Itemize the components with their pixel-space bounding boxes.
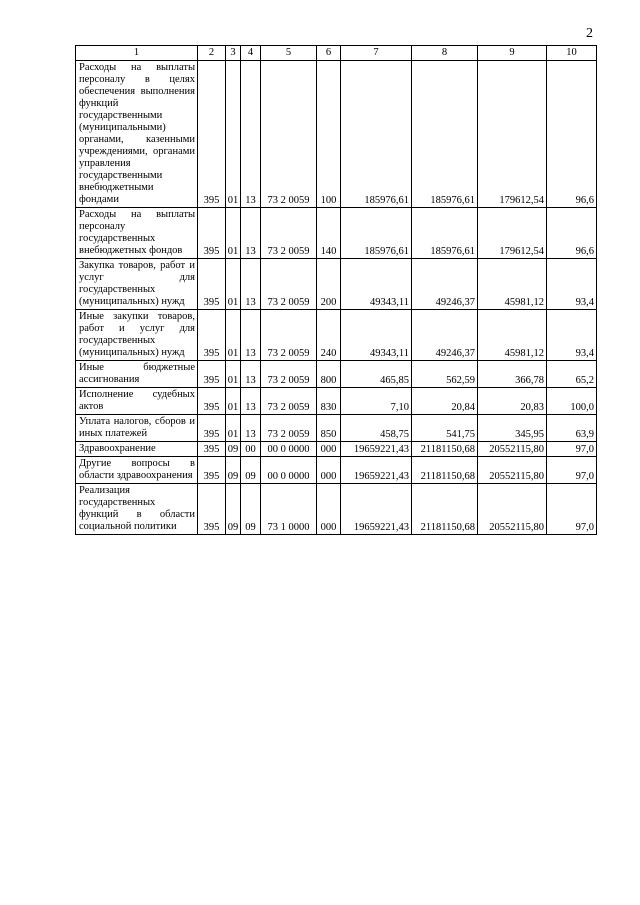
cell-c4: 13: [241, 61, 261, 208]
col-header: 1: [76, 46, 198, 61]
cell-c10: 97,0: [547, 457, 597, 484]
cell-c8: 562,59: [412, 361, 478, 388]
cell-c6: 850: [317, 415, 341, 442]
row-name: Уплата налогов, сборов и иных платежей: [76, 415, 198, 442]
cell-c6: 830: [317, 388, 341, 415]
cell-c8: 21181150,68: [412, 442, 478, 457]
row-name: Иные бюджетные ассигнования: [76, 361, 198, 388]
cell-c3: 09: [226, 457, 241, 484]
cell-c4: 13: [241, 388, 261, 415]
cell-c3: 01: [226, 208, 241, 259]
cell-c8: 20,84: [412, 388, 478, 415]
cell-c3: 01: [226, 259, 241, 310]
cell-c2: 395: [198, 457, 226, 484]
cell-c6: 240: [317, 310, 341, 361]
cell-c4: 00: [241, 442, 261, 457]
col-header: 3: [226, 46, 241, 61]
cell-c10: 93,4: [547, 310, 597, 361]
cell-c7: 458,75: [341, 415, 412, 442]
table-row: [76, 442, 597, 457]
cell-c9: 20,83: [478, 388, 547, 415]
cell-c6: 000: [317, 484, 341, 535]
cell-c3: 01: [226, 361, 241, 388]
cell-c2: 395: [198, 361, 226, 388]
cell-c9: 345,95: [478, 415, 547, 442]
cell-c8: 541,75: [412, 415, 478, 442]
row-name: Реализация государственных функций в области социальной политики: [76, 484, 198, 535]
row-name: Здравоохранение: [76, 442, 198, 457]
cell-c6: 000: [317, 442, 341, 457]
col-header: 6: [317, 46, 341, 61]
cell-c3: 01: [226, 388, 241, 415]
cell-c10: 96,6: [547, 208, 597, 259]
cell-c3: 01: [226, 415, 241, 442]
row-name: Расходы на выплаты персоналу государственных внебюджетных фондов: [76, 208, 198, 259]
cell-c4: 13: [241, 208, 261, 259]
cell-c8: 49246,37: [412, 259, 478, 310]
table-row: [76, 208, 597, 259]
cell-c5: 73 2 0059: [261, 388, 317, 415]
cell-c5: 00 0 0000: [261, 442, 317, 457]
cell-c9: 45981,12: [478, 259, 547, 310]
cell-c8: 185976,61: [412, 61, 478, 208]
cell-c10: 93,4: [547, 259, 597, 310]
cell-c7: 19659221,43: [341, 457, 412, 484]
cell-c3: 01: [226, 310, 241, 361]
row-name: Расходы на выплаты персоналу в целях обеспечения выполнения функций государственными (муниципальными) органами, казенными учреждениями, органами управления государственными внебюджетными фондами: [76, 61, 198, 208]
cell-c10: 97,0: [547, 484, 597, 535]
table-row: [76, 259, 597, 310]
row-name: Исполнение судебных актов: [76, 388, 198, 415]
cell-c6: 140: [317, 208, 341, 259]
row-name: Иные закупки товаров, работ и услуг для государственных (муниципальных) нужд: [76, 310, 198, 361]
cell-c5: 73 2 0059: [261, 361, 317, 388]
table-row: [76, 61, 597, 208]
cell-c3: 01: [226, 61, 241, 208]
cell-c2: 395: [198, 208, 226, 259]
cell-c7: 185976,61: [341, 208, 412, 259]
cell-c7: 49343,11: [341, 259, 412, 310]
cell-c5: 73 2 0059: [261, 208, 317, 259]
cell-c6: 100: [317, 61, 341, 208]
table-row: [76, 484, 597, 535]
cell-c5: 73 1 0000: [261, 484, 317, 535]
budget-table: [75, 45, 597, 535]
cell-c2: 395: [198, 310, 226, 361]
cell-c8: 49246,37: [412, 310, 478, 361]
cell-c4: 13: [241, 259, 261, 310]
cell-c6: 200: [317, 259, 341, 310]
cell-c7: 465,85: [341, 361, 412, 388]
cell-c8: 185976,61: [412, 208, 478, 259]
cell-c9: 20552115,80: [478, 484, 547, 535]
cell-c9: 366,78: [478, 361, 547, 388]
cell-c9: 179612,54: [478, 208, 547, 259]
cell-c10: 96,6: [547, 61, 597, 208]
cell-c2: 395: [198, 61, 226, 208]
cell-c8: 21181150,68: [412, 484, 478, 535]
row-name: Другие вопросы в области здравоохранения: [76, 457, 198, 484]
cell-c2: 395: [198, 388, 226, 415]
table-row: [76, 388, 597, 415]
col-header: 9: [478, 46, 547, 61]
cell-c7: 49343,11: [341, 310, 412, 361]
cell-c7: 185976,61: [341, 61, 412, 208]
col-header: 5: [261, 46, 317, 61]
col-header: 10: [547, 46, 597, 61]
row-name: Закупка товаров, работ и услуг для государственных (муниципальных) нужд: [76, 259, 198, 310]
cell-c7: 19659221,43: [341, 484, 412, 535]
cell-c2: 395: [198, 415, 226, 442]
cell-c9: 20552115,80: [478, 457, 547, 484]
cell-c9: 45981,12: [478, 310, 547, 361]
table-row: [76, 361, 597, 388]
col-header: 4: [241, 46, 261, 61]
col-header: 8: [412, 46, 478, 61]
cell-c7: 19659221,43: [341, 442, 412, 457]
cell-c9: 20552115,80: [478, 442, 547, 457]
table-row: [76, 457, 597, 484]
cell-c4: 13: [241, 310, 261, 361]
header-row: [76, 46, 597, 61]
cell-c10: 65,2: [547, 361, 597, 388]
cell-c8: 21181150,68: [412, 457, 478, 484]
cell-c2: 395: [198, 484, 226, 535]
cell-c10: 100,0: [547, 388, 597, 415]
cell-c10: 63,9: [547, 415, 597, 442]
table-row: [76, 310, 597, 361]
cell-c5: 73 2 0059: [261, 310, 317, 361]
cell-c2: 395: [198, 259, 226, 310]
cell-c10: 97,0: [547, 442, 597, 457]
page-number: 2: [586, 26, 593, 41]
cell-c7: 7,10: [341, 388, 412, 415]
cell-c2: 395: [198, 442, 226, 457]
cell-c5: 00 0 0000: [261, 457, 317, 484]
cell-c5: 73 2 0059: [261, 259, 317, 310]
cell-c4: 13: [241, 361, 261, 388]
table-row: [76, 415, 597, 442]
cell-c5: 73 2 0059: [261, 61, 317, 208]
cell-c3: 09: [226, 484, 241, 535]
cell-c4: 09: [241, 457, 261, 484]
cell-c9: 179612,54: [478, 61, 547, 208]
cell-c4: 13: [241, 415, 261, 442]
cell-c5: 73 2 0059: [261, 415, 317, 442]
cell-c6: 000: [317, 457, 341, 484]
col-header: 2: [198, 46, 226, 61]
col-header: 7: [341, 46, 412, 61]
cell-c6: 800: [317, 361, 341, 388]
cell-c4: 09: [241, 484, 261, 535]
cell-c3: 09: [226, 442, 241, 457]
